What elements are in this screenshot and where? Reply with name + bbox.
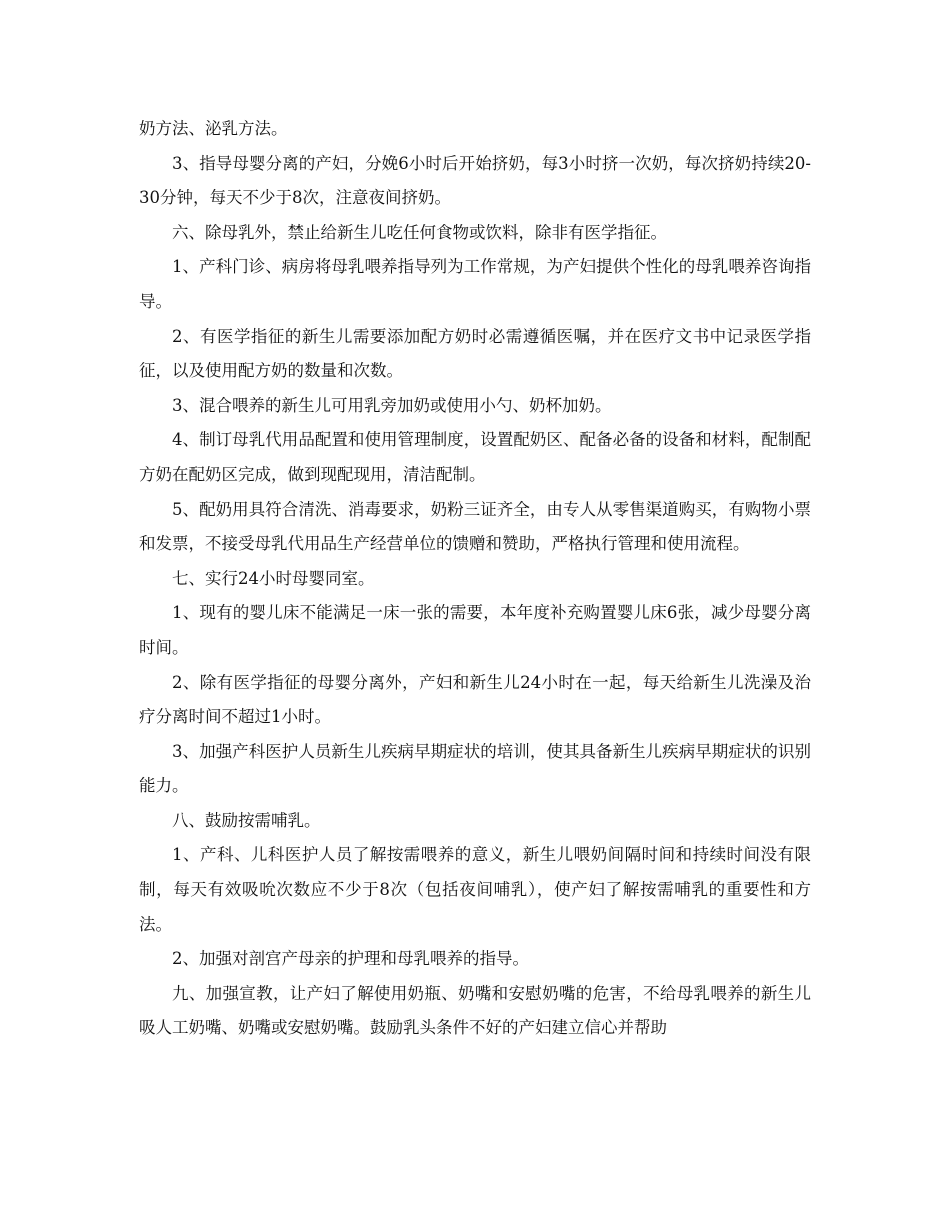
paragraph-6: 4、制订母乳代用品配置和使用管理制度，设置配奶区、配备必备的设备和材料，配制配方奶在配奶区完成，做到现配现用，清洁配制。 (139, 430, 811, 484)
paragraph-3: 1、产科门诊、病房将母乳喂养指导列为工作常规，为产妇提供个性化的母乳喂养咨询指导。 (139, 257, 811, 311)
paragraph-1: 3、指导母婴分离的产妇，分娩6小时后开始挤奶，每3小时挤一次奶，每次挤奶持续20-30分钟，每天不少于8次，注意夜间挤奶。 (139, 153, 811, 208)
paragraph-14: 2、加强对剖宫产母亲的护理和母乳喂养的指导。 (172, 949, 529, 969)
paragraph-9: 1、现有的婴儿床不能满足一床一张的需要，本年度补充购置婴儿床6张，减少母婴分离时间。 (139, 603, 811, 657)
document-page (139, 112, 811, 1046)
paragraph-10: 2、除有医学指征的母婴分离外，产妇和新生儿24小时在一起，每天给新生儿洗澡及治疗分离时间不超过1小时。 (139, 672, 811, 727)
section-heading-6: 六、除母乳外，禁止给新生儿吃任何食物或饮料，除非有医学指征。 (172, 222, 667, 242)
paragraph-4: 2、有医学指征的新生儿需要添加配方奶时必需遵循医嘱，并在医疗文书中记录医学指征，以及使用配方奶的数量和次数。 (139, 326, 811, 381)
section-heading-8: 八、鼓励按需哺乳。 (172, 810, 321, 830)
paragraph-5: 3、混合喂养的新生儿可用乳旁加奶或使用小勺、奶杯加奶。 (172, 395, 612, 415)
section-heading-7: 七、实行24小时母婴同室。 (172, 568, 375, 588)
section-heading-9: 九、加强宣教，让产妇了解使用奶瓶、奶嘴和安慰奶嘴的危害，不给母乳喂养的新生儿吸人工奶嘴、奶嘴或安慰奶嘴。鼓励乳头条件不好的产妇建立信心并帮助 (139, 983, 811, 1038)
paragraph-0: 奶方法、泌乳方法。 (139, 119, 288, 138)
paragraph-11: 3、加强产科医护人员新生儿疾病早期症状的培训，使其具备新生儿疾病早期症状的识别能力。 (139, 741, 811, 796)
paragraph-7: 5、配奶用具符合清洗、消毒要求，奶粉三证齐全，由专人从零售渠道购买，有购物小票和发票，不接受母乳代用品生产经营单位的馈赠和赞助，严格执行管理和使用流程。 (139, 499, 811, 554)
paragraph-13: 1、产科、儿科医护人员了解按需喂养的意义，新生儿喂奶间隔时间和持续时间没有限制，每天有效吸吮次数应不少于8次（包括夜间哺乳），使产妇了解按需哺乳的重要性和方法。 (139, 845, 811, 934)
